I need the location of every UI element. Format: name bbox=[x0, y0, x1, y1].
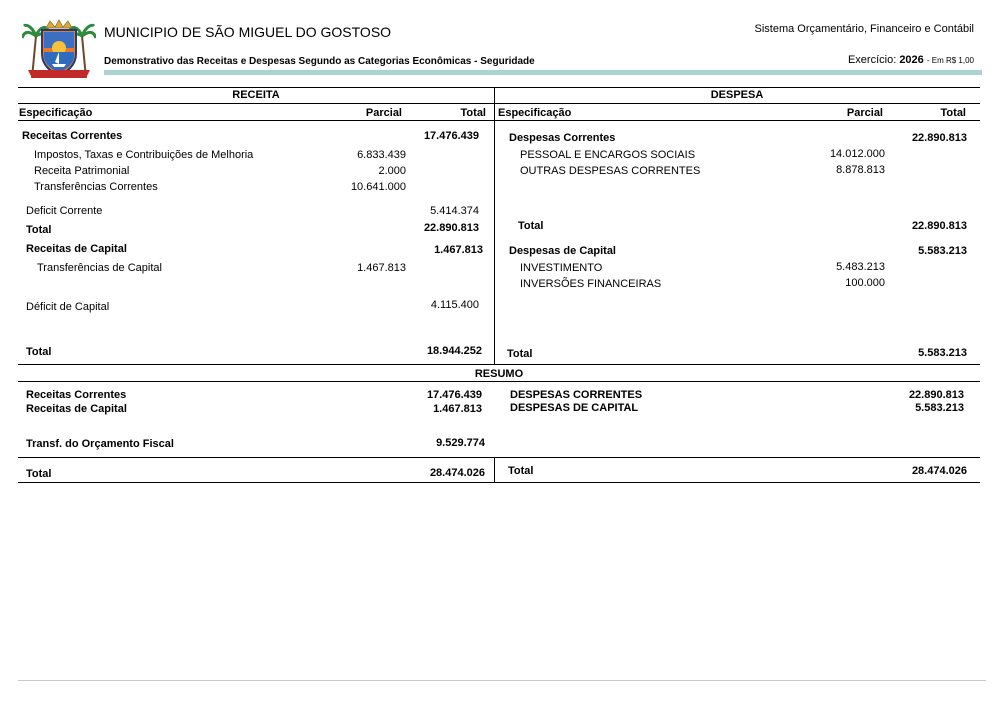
despesas-correntes-total: 22.890.813 bbox=[911, 132, 967, 144]
despesa-item-parcial: 8.878.813 bbox=[836, 164, 885, 176]
column-header-divider bbox=[18, 120, 980, 121]
receita-total-correntes-value: 22.890.813 bbox=[423, 222, 479, 234]
receita-section-title: RECEITA bbox=[232, 89, 280, 101]
despesa-total-capital-value: 5.583.213 bbox=[918, 347, 967, 359]
resumo-header-divider bbox=[18, 381, 980, 382]
exercise-label: Exercício: bbox=[847, 54, 897, 66]
receitas-correntes-label: Receitas Correntes bbox=[22, 130, 123, 142]
receita-total-correntes-label: Total bbox=[26, 224, 52, 236]
receita-capital-item-label: Transferências de Capital bbox=[37, 262, 162, 274]
receita-item-label: Impostos, Taxas e Contribuições de Melhoria bbox=[34, 149, 254, 161]
municipality-name: MUNICIPIO DE SÃO MIGUEL DO GOSTOSO bbox=[104, 24, 392, 40]
despesa-total-correntes-label: Total bbox=[518, 220, 544, 232]
receita-item-parcial: 10.641.000 bbox=[350, 181, 406, 193]
resumo-receitas-capital-value: 1.467.813 bbox=[433, 403, 482, 415]
receita-col-especificacao: Especificação bbox=[19, 107, 93, 119]
resumo-despesas-correntes-label: DESPESAS CORRENTES bbox=[510, 389, 643, 401]
header-accent-bar bbox=[104, 70, 982, 75]
despesa-capital-item-label: INVESTIMENTO bbox=[520, 262, 603, 274]
receita-item-parcial: 2.000 bbox=[378, 165, 406, 177]
currency-note: - Em R$ 1,00 bbox=[926, 56, 974, 65]
receita-col-parcial: Parcial bbox=[365, 107, 402, 119]
deficit-corrente-value: 5.414.374 bbox=[430, 205, 479, 217]
despesas-capital-total: 5.583.213 bbox=[918, 245, 967, 257]
resumo-title: RESUMO bbox=[474, 368, 524, 380]
resumo-despesas-capital-label: DESPESAS DE CAPITAL bbox=[510, 402, 639, 414]
receita-item-label: Transferências Correntes bbox=[34, 181, 158, 193]
receita-item-parcial: 6.833.439 bbox=[357, 149, 406, 161]
resumo-total-divider bbox=[18, 457, 980, 458]
resumo-receitas-capital-label: Receitas de Capital bbox=[26, 403, 127, 415]
despesa-total-correntes-value: 22.890.813 bbox=[911, 220, 967, 232]
resumo-total-receita-label: Total bbox=[26, 468, 52, 480]
receitas-correntes-total: 17.476.439 bbox=[423, 130, 479, 142]
resumo-despesas-correntes-value: 22.890.813 bbox=[908, 389, 964, 401]
resumo-receitas-correntes-value: 17.476.439 bbox=[426, 389, 482, 401]
municipal-coat-of-arms-logo bbox=[22, 18, 96, 80]
exercise-year: 2026 bbox=[899, 54, 924, 66]
section-header-divider bbox=[18, 103, 980, 104]
footer-rule bbox=[18, 680, 986, 681]
resumo-receitas-correntes-label: Receitas Correntes bbox=[26, 389, 127, 401]
despesa-col-especificacao: Especificação bbox=[498, 107, 572, 119]
resumo-total-receita-value: 28.474.026 bbox=[429, 467, 485, 479]
despesa-capital-item-parcial: 5.483.213 bbox=[836, 261, 885, 273]
transf-orcamento-fiscal-value: 9.529.774 bbox=[436, 437, 485, 449]
receita-col-total: Total bbox=[460, 107, 486, 119]
report-title: Demonstrativo das Receitas e Despesas Segundo as Categorias Econômicas - Seguridade bbox=[104, 56, 535, 67]
despesas-correntes-label: Despesas Correntes bbox=[509, 132, 616, 144]
receitas-capital-label: Receitas de Capital bbox=[26, 243, 127, 255]
resumo-total-center-divider bbox=[494, 457, 495, 483]
deficit-corrente-label: Deficit Corrente bbox=[26, 205, 103, 217]
despesa-section-title: DESPESA bbox=[710, 89, 764, 101]
despesa-item-parcial: 14.012.000 bbox=[829, 148, 885, 160]
exercise-info bbox=[848, 54, 974, 66]
despesas-capital-label: Despesas de Capital bbox=[509, 245, 616, 257]
system-name: Sistema Orçamentário, Financeiro e Contábil bbox=[754, 23, 974, 35]
resumo-total-despesa-label: Total bbox=[508, 465, 534, 477]
receita-capital-item-parcial: 1.467.813 bbox=[357, 262, 406, 274]
table-top-border bbox=[18, 87, 980, 88]
despesa-col-total: Total bbox=[940, 107, 966, 119]
receita-total-capital-label: Total bbox=[26, 346, 52, 358]
despesa-item-label: PESSOAL E ENCARGOS SOCIAIS bbox=[520, 149, 696, 161]
receita-item-label: Receita Patrimonial bbox=[34, 165, 130, 177]
resumo-top-border bbox=[18, 364, 980, 365]
despesa-total-capital-label: Total bbox=[507, 348, 533, 360]
despesa-capital-item-parcial: 100.000 bbox=[845, 277, 885, 289]
despesa-capital-item-label: INVERSÕES FINANCEIRAS bbox=[520, 278, 662, 290]
receita-total-capital-value: 18.944.252 bbox=[426, 345, 482, 357]
table-bottom-border bbox=[18, 482, 980, 483]
resumo-total-despesa-value: 28.474.026 bbox=[911, 465, 967, 477]
transf-orcamento-fiscal-label: Transf. do Orçamento Fiscal bbox=[26, 438, 174, 450]
receitas-capital-total: 1.467.813 bbox=[434, 244, 483, 256]
despesa-col-parcial: Parcial bbox=[846, 107, 883, 119]
center-divider bbox=[494, 87, 495, 365]
deficit-capital-value: 4.115.400 bbox=[430, 299, 479, 311]
deficit-capital-label: Déficit de Capital bbox=[26, 301, 110, 313]
despesa-item-label: OUTRAS DESPESAS CORRENTES bbox=[520, 165, 701, 177]
resumo-despesas-capital-value: 5.583.213 bbox=[915, 402, 964, 414]
